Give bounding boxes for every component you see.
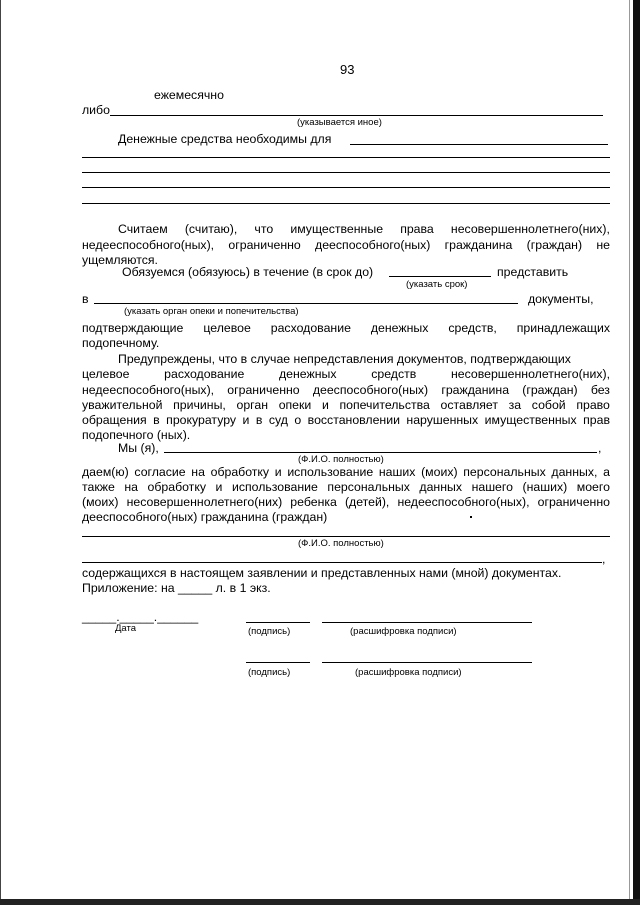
- scan-speck: [470, 516, 472, 518]
- decode-line-1: [322, 622, 532, 623]
- page-number: 93: [340, 62, 355, 77]
- attachment-line: Приложение: на _____ л. в 1 экз.: [82, 581, 271, 595]
- consent-comma: ,: [598, 441, 602, 455]
- para2-documents: документы,: [528, 292, 594, 306]
- consent-line3: (моих) несовершеннолетнего(них) ребенка (детей), недееспособного(ных), ограниченно: [82, 495, 610, 509]
- fio-blank-line-3: [82, 562, 602, 563]
- consent-line4: дееспособного(ных) гражданина (граждан): [82, 510, 328, 524]
- para3-line4: уважительной причины, орган опеки и попечительства оставляет за собой право: [82, 398, 610, 412]
- para1-line2: недееспособного(ных), ограниченно дееспособного(ных) гражданина (граждан) не: [82, 238, 610, 252]
- para3-line2: целевое расходование денежных средств несовершеннолетнего(них),: [82, 367, 610, 381]
- fio-blank-line-2: [82, 536, 610, 537]
- signature-label-1: (подпись): [248, 626, 291, 637]
- hint-deadline: (указать срок): [406, 279, 468, 290]
- para2-line4: подопечному.: [82, 336, 160, 350]
- hint-authority: (указать орган опеки и попечительства): [124, 306, 299, 317]
- decode-label-1: (расшифровка подписи): [350, 626, 457, 637]
- monthly-label: ежемесячно: [154, 88, 224, 102]
- blank-line-4: [82, 203, 610, 204]
- decode-label-2: (расшифровка подписи): [355, 667, 462, 678]
- either-label: либо: [82, 103, 110, 117]
- scan-right-edge-inner: [629, 0, 630, 905]
- authority-blank-line: [94, 303, 518, 304]
- signature-line-1: [246, 622, 310, 623]
- hint-fio-2: (Ф.И.О. полностью): [298, 538, 384, 549]
- para2-line1-end: представить: [497, 265, 569, 279]
- signature-line-2: [246, 662, 310, 663]
- scan-right-edge: [633, 0, 640, 905]
- para1-line1: Считаем (считаю), что имущественные права несовершеннолетнего(них),: [118, 222, 610, 236]
- blank-line-1: [82, 157, 610, 158]
- hint-fio-1: (Ф.И.О. полностью): [298, 454, 384, 465]
- fio-blank-line-1: [164, 452, 597, 453]
- funds-label: Денежные средства необходимы для: [118, 132, 332, 146]
- decode-line-2: [322, 662, 532, 663]
- consent-we: Мы (я),: [118, 441, 159, 455]
- para2-line3: подтверждающие целевое расходование денежных средств, принадлежащих: [82, 321, 610, 335]
- scan-left-edge: [0, 0, 1, 905]
- consent-line2: также на обработку и использование персональных данных нашего (наших) моего: [82, 480, 610, 494]
- signature-label-2: (подпись): [248, 667, 291, 678]
- para3-line5: обращения в прокуратуру и в суд о восстановлении нарушенных имущественных прав: [82, 413, 610, 427]
- consent-comma-2: ,: [602, 552, 606, 566]
- date-blanks: _____._____.______: [82, 610, 199, 624]
- date-label: Дата: [115, 623, 137, 634]
- either-blank-line: [110, 115, 603, 116]
- para2-line1-start: Обязуемся (обязуюсь) в течение (в срок до): [122, 265, 374, 279]
- consent-line5: содержащихся в настоящем заявлении и представленных нами (мной) документах.: [82, 566, 562, 580]
- para3-line6: подопечного (ных).: [82, 428, 191, 442]
- blank-line-3: [82, 187, 610, 188]
- blank-line-2: [82, 172, 610, 173]
- para1-line3: ущемляются.: [82, 253, 158, 267]
- para3-line1: Предупреждены, что в случае непредставления документов, подтверждающих: [118, 352, 571, 366]
- hint-other: (указывается иное): [297, 117, 382, 128]
- funds-blank-line: [350, 144, 608, 145]
- consent-line1: даем(ю) согласие на обработку и использование наших (моих) персональных данных, а: [82, 465, 610, 479]
- para3-line3: недееспособного(ных), ограниченно дееспособного(ных) гражданина (граждан) без: [82, 383, 610, 397]
- scan-bottom-edge: [0, 899, 640, 905]
- para2-in: в: [82, 292, 89, 306]
- deadline-blank-line: [389, 276, 491, 277]
